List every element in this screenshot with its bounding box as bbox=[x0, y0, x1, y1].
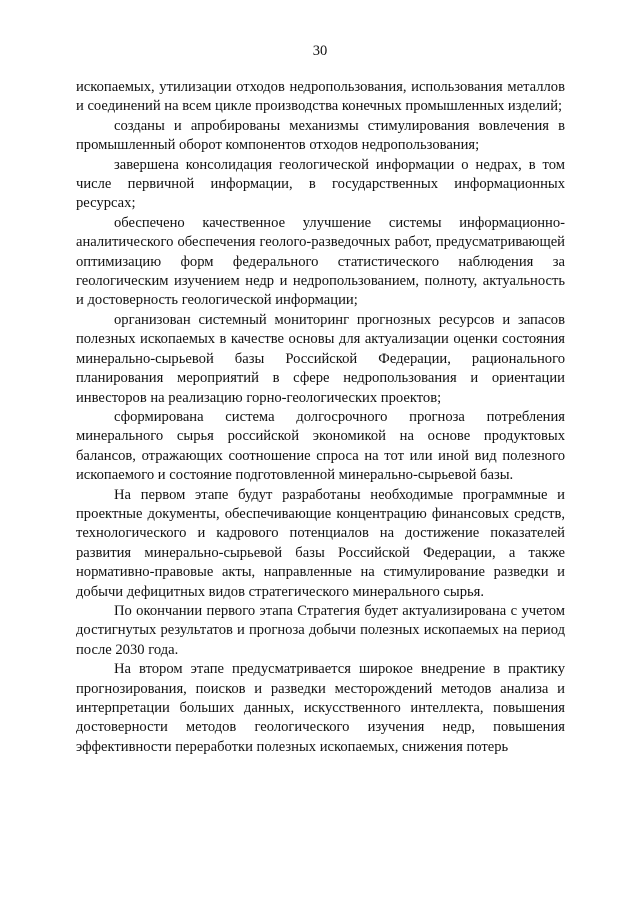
paragraph-first-stage: На первом этапе будут разработаны необходимые программные и проектные документы, обеспечивающие концентрацию финансовых средств, технологического и кадрового потенциалов на достижение показателей развития минерально-сырьевой базы Российской Федерации, а также нормативно-правовые акты, направленные на стимулирование разведки и добычи дефицитных видов стратегического минерального сырья. bbox=[76, 486, 565, 600]
paragraph-second-stage: На втором этапе предусматривается широкое внедрение в практику прогнозирования, поисков и разведки месторождений методов анализа и интерпретации больших данных, искусственного интеллекта, повышения достоверности методов геологического изучения недр, повышения эффективности переработки полезных ископаемых, снижения потерь bbox=[76, 661, 565, 755]
paragraph-waste-mechanisms: созданы и апробированы механизмы стимулирования вовлечения в промышленный оборот компонентов отходов недропользования; bbox=[76, 117, 565, 154]
paragraph-forecast-system: сформирована система долгосрочного прогноза потребления минерального сырья российской экономикой на основе продуктовых балансов, отражающих соотношение спроса на тот или иной вид полезного ископаемого и состояние подготовленной минерально-сырьевой базы. bbox=[76, 408, 565, 484]
paragraph-analytics-support: обеспечено качественное улучшение системы информационно-аналитического обеспечения геолого-разведочных работ, предусматривающей оптимизацию форм федерального статистического наблюдения за геологическим изучением недр и недропользованием, полноту, актуальность и достоверность геологической информации; bbox=[76, 214, 565, 309]
page-number: 30 bbox=[312, 43, 328, 59]
document-body bbox=[76, 78, 565, 757]
paragraph-strategy-update: По окончании первого этапа Стратегия будет актуализирована с учетом достигнутых результатов и прогноза добычи полезных ископаемых на период после 2030 года. bbox=[76, 602, 565, 658]
paragraph-geo-information: завершена консолидация геологической информации о недрах, в том числе первичной информации, в государственных информационных ресурсах; bbox=[76, 156, 565, 212]
paragraph-continuation: ископаемых, утилизации отходов недропользования, использования металлов и соединений на всем цикле производства конечных промышленных изделий; bbox=[76, 79, 565, 115]
paragraph-monitoring: организован системный мониторинг прогнозных ресурсов и запасов полезных ископаемых в качестве основы для актуализации оценки состояния минерально-сырьевой базы Российской Федерации, рационального планирования мероприятий в сфере недропользования и ориентации инвесторов на реализацию горно-геологических проектов; bbox=[76, 311, 565, 406]
